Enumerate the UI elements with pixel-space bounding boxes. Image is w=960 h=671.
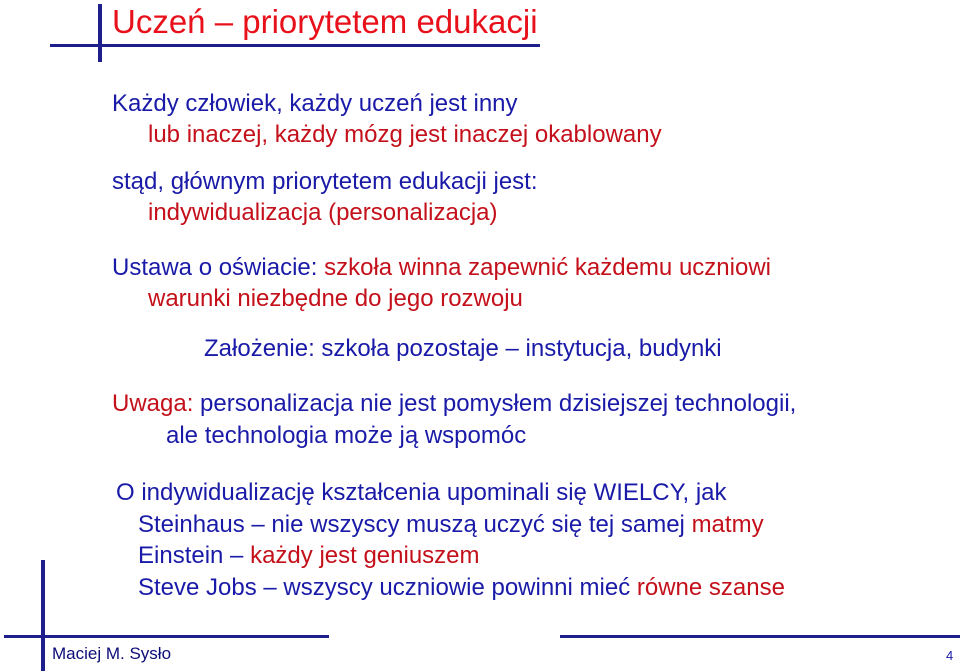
paragraph-6-line-4 [138, 573, 785, 603]
law-label: Ustawa o oświacie: [112, 254, 325, 281]
steinhaus-name: Steinhaus [138, 511, 245, 538]
note-text: personalizacja nie jest pomysłem dzisiejszej technologii, [200, 390, 797, 417]
assumption-label: Założenie: [204, 335, 322, 362]
paragraph-5-line-1 [112, 389, 796, 419]
jobs-emphasis: równe szanse [636, 574, 785, 601]
paragraph-6-line-3 [138, 541, 480, 571]
paragraph-6-line-2 [138, 510, 764, 540]
paragraph-3-line-2: warunki niezbędne do jego rozwoju [148, 285, 523, 312]
steinhaus-quote: – nie wszyscy muszą uczyć się tej samej [244, 511, 692, 538]
paragraph-1-line-2: lub inaczej, każdy mózg jest inaczej okablowany [148, 121, 662, 148]
paragraph-2-line-1: stąd, głównym priorytetem edukacji jest: [112, 168, 538, 195]
bottom-horizontal-rule [4, 635, 329, 638]
bottom-vertical-rule [41, 560, 45, 671]
einstein-quote: każdy jest geniuszem [250, 542, 480, 569]
paragraph-6-line-1: O indywidualizację kształcenia upominali się WIELCY, jak [116, 479, 727, 506]
steinhaus-emphasis: matmy [691, 511, 764, 538]
einstein-name: Einstein [138, 542, 224, 569]
paragraph-4 [204, 334, 722, 364]
assumption-text: szkoła pozostaje – instytucja, budynki [321, 335, 722, 362]
einstein-dash: – [223, 542, 251, 569]
jobs-quote: – wszyscy uczniowie powinni mieć [256, 574, 637, 601]
slide-title: Uczeń – priorytetem edukacji [112, 3, 538, 40]
paragraph-2-line-2: indywidualizacja (personalizacja) [148, 199, 498, 226]
page-number: 4 [946, 648, 954, 663]
note-label: Uwaga: [112, 390, 201, 417]
law-text: szkoła winna zapewnić każdemu uczniowi [324, 254, 771, 281]
author-footer: Maciej M. Sysło [52, 644, 172, 663]
bottom-right-rule [560, 635, 960, 638]
paragraph-5-line-2: ale technologia może ją wspomóc [166, 422, 527, 449]
jobs-name: Steve Jobs [138, 574, 257, 601]
top-vertical-rule [98, 4, 102, 62]
paragraph-3-line-1 [112, 253, 771, 283]
top-horizontal-rule [50, 44, 540, 47]
paragraph-1-line-1: Każdy człowiek, każdy uczeń jest inny [112, 90, 518, 117]
